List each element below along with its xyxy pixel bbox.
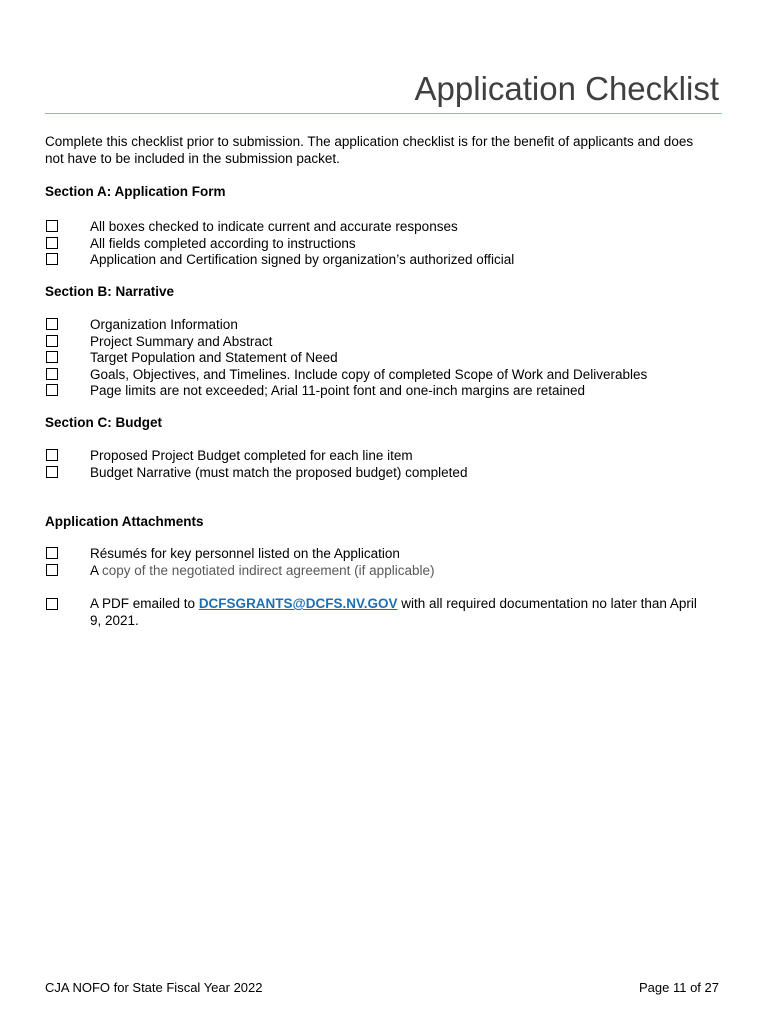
checklist-item-label: Résumés for key personnel listed on the Application — [90, 546, 400, 561]
section-b-heading: Section B: Narrative — [45, 284, 175, 299]
checklist-item-label: Target Population and Statement of Need — [90, 350, 338, 365]
pdf-suffix-text: with all required documentation no later than April 9, 2021. — [90, 596, 697, 628]
page-title: Application Checklist — [414, 70, 719, 107]
checkbox[interactable] — [46, 237, 58, 249]
checklist-item-label: Proposed Project Budget completed for each line item — [90, 448, 413, 463]
pdf-prefix-text: A PDF emailed to — [90, 596, 199, 611]
attachments-heading: Application Attachments — [45, 514, 204, 529]
footer-document-title: CJA NOFO for State Fiscal Year 2022 — [45, 980, 263, 995]
checklist-item-label: Budget Narrative (must match the proposed budget) completed — [90, 464, 468, 480]
checkbox[interactable] — [46, 253, 58, 265]
footer-page-number: Page 11 of 27 — [639, 980, 719, 995]
checkbox[interactable] — [46, 335, 58, 347]
item-lead-letter: A — [90, 562, 99, 578]
checkbox[interactable] — [46, 466, 58, 478]
title-divider — [45, 113, 722, 114]
item-rest-text: copy of the negotiated indirect agreement (if applicable) — [98, 562, 435, 578]
checkbox[interactable] — [46, 564, 58, 576]
section-a-heading: Section A: Application Form — [45, 184, 226, 199]
checkbox[interactable] — [46, 449, 58, 461]
intro-paragraph: Complete this checklist prior to submission. The application checklist is for the benefit of applicants and does not have to be included in the submission packet. — [45, 134, 694, 166]
checklist-item-label: All fields completed according to instructions — [90, 235, 356, 251]
checklist-item-label: Application and Certification signed by organization’s authorized official — [90, 252, 515, 267]
checkbox[interactable] — [46, 547, 58, 559]
checklist-item-label: Page limits are not exceeded; Arial 11-point font and one-inch margins are retained — [90, 383, 586, 398]
section-c-heading: Section C: Budget — [45, 415, 162, 430]
pdf-submission-item — [45, 596, 725, 636]
checklist-item-label: All boxes checked to indicate current and accurate responses — [90, 219, 458, 234]
checkbox[interactable] — [46, 368, 58, 380]
checklist-item-label: Organization Information — [90, 317, 238, 332]
email-link[interactable]: DCFSGRANTS@DCFS.NV.GOV — [198, 596, 398, 611]
checkbox[interactable] — [46, 318, 58, 330]
checklist-item-label: Project Summary and Abstract — [90, 333, 273, 349]
checkbox[interactable] — [46, 351, 58, 363]
checklist-item-label: Goals, Objectives, and Timelines. Include copy of completed Scope of Work and Deliverables — [90, 366, 648, 382]
pdf-submission-label — [90, 596, 710, 629]
checkbox[interactable] — [46, 384, 58, 396]
checkbox[interactable] — [46, 598, 58, 610]
checklist-item-label — [90, 563, 434, 579]
checkbox[interactable] — [46, 220, 58, 232]
